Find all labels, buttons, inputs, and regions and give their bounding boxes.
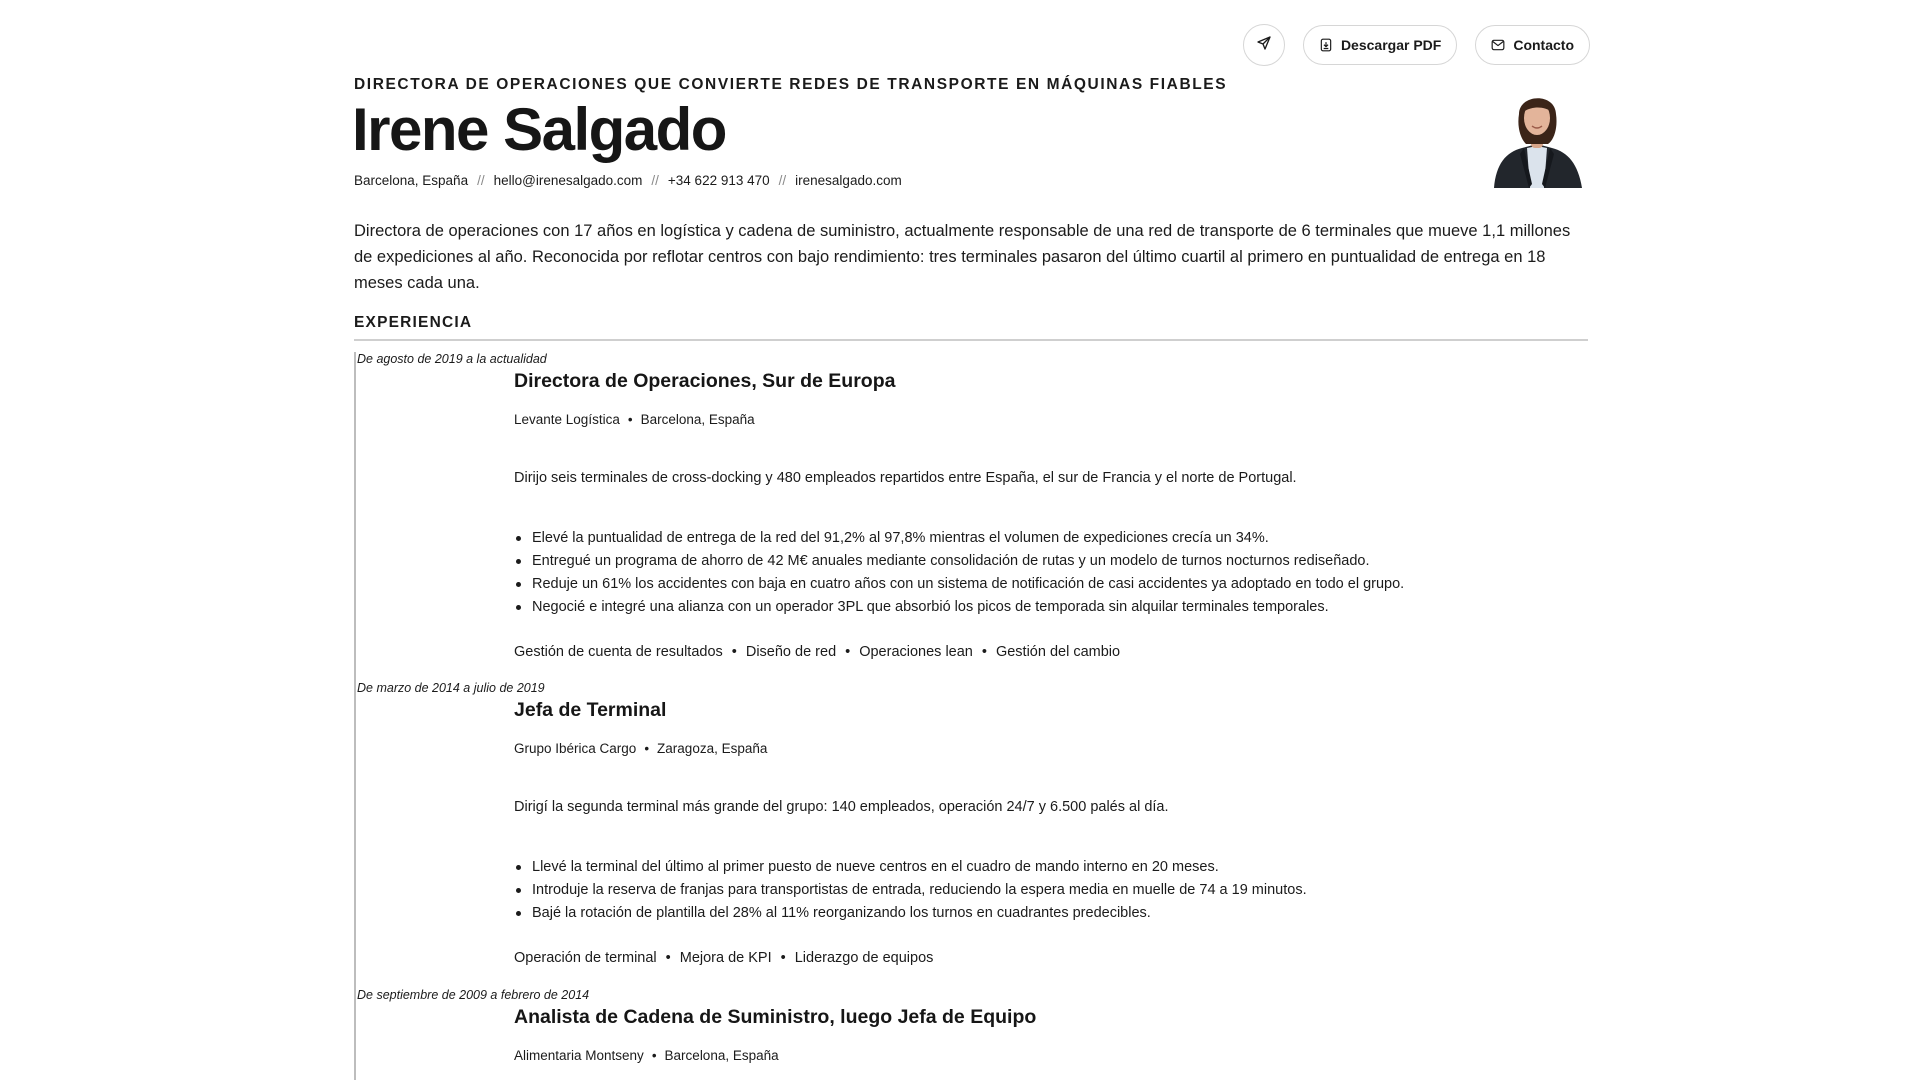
job-location: Zaragoza, España (657, 741, 768, 756)
contact-label: Contacto (1513, 37, 1574, 53)
job-dates: De septiembre de 2009 a febrero de 2014 (357, 988, 590, 1002)
job-title: Jefa de Terminal (514, 699, 667, 721)
skill-tags: Gestión de cuenta de resultados • Diseño de red • Operaciones lean • Gestión del cambio (514, 644, 1121, 660)
separator: // (651, 173, 659, 188)
share-button[interactable] (1243, 24, 1285, 66)
job-title: Directora de Operaciones, Sur de Europa (514, 370, 896, 392)
paper-plane-icon (1256, 35, 1272, 56)
achievement-item: Llevé la terminal del último al primer puesto de nueve centros en el cuadro de mando interno en 20 meses. (514, 856, 1307, 879)
job-description: Dirijo seis terminales de cross-docking y 480 empleados repartidos entre España, el sur de Francia y el norte de Portugal. (514, 470, 1297, 486)
download-pdf-label: Descargar PDF (1340, 37, 1442, 53)
document-download-icon (1319, 38, 1333, 52)
achievement-item: Introduje la reserva de franjas para transportistas de entrada, reduciendo la espera media en muelle de 74 a 19 minutos. (514, 879, 1307, 902)
download-pdf-button[interactable] (1303, 25, 1457, 65)
job-dates: De agosto de 2019 a la actualidad (357, 352, 547, 366)
skill-tag: Operaciones lean (859, 644, 973, 660)
company-name: Grupo Ibérica Cargo (514, 741, 637, 756)
profile-photo (1486, 84, 1588, 188)
achievement-item: Reduje un 61% los accidentes con baja en cuatro años con un sistema de notificación de casi accidentes ya adoptado en todo el grupo. (514, 573, 1404, 596)
job-description: Dirigí la segunda terminal más grande del grupo: 140 empleados, operación 24/7 y 6.500 palés al día. (514, 799, 1169, 815)
company-name: Levante Logística (514, 412, 620, 427)
skill-tag: Mejora de KPI (679, 950, 772, 966)
website-link[interactable]: irenesalgado.com (795, 173, 902, 188)
job-title: Analista de Cadena de Suministro, luego Jefa de Equipo (514, 1006, 1037, 1028)
achievement-item: Elevé la puntualidad de entrega de la red del 91,2% al 97,8% mientras el volumen de expediciones crecía un 34%. (514, 527, 1404, 550)
skill-tag: Liderazgo de equipos (794, 950, 934, 966)
achievement-item: Negocié e integré una alianza con un operador 3PL que absorbió los picos de temporada sin alquilar terminales temporales. (514, 596, 1404, 619)
email-link[interactable]: hello@irenesalgado.com (493, 173, 643, 188)
job-meta: Alimentaria Montseny • Barcelona, España (514, 1048, 779, 1063)
achievement-item: Entregué un programa de ahorro de 42 M€ anuales mediante consolidación de rutas y un modelo de turnos nocturnos rediseñado. (514, 550, 1404, 573)
experience-heading: EXPERIENCIA (354, 314, 473, 331)
achievement-item: Bajé la rotación de plantilla del 28% al 11% reorganizando los turnos en cuadrantes predecibles. (514, 902, 1307, 925)
achievement-list (514, 856, 1307, 925)
skill-tag: Gestión de cuenta de resultados (514, 644, 723, 660)
company-name: Alimentaria Montseny (514, 1048, 644, 1063)
contact-line (354, 173, 902, 188)
job-dates: De marzo de 2014 a julio de 2019 (357, 681, 545, 695)
toolbar (1243, 24, 1590, 66)
separator: // (778, 173, 787, 188)
separator: // (477, 173, 485, 188)
profile-summary: Directora de operaciones con 17 años en logística y cadena de suministro, actualmente responsable de una red de transporte de 6 terminales que mueve 1,1 millones de expediciones al año. Reconocida por reflotar centros con bajo rendimiento: tres terminales pasaron del último cuartil al primero en puntualidad de entrega en 18 meses cada una. (354, 222, 1571, 292)
location-text: Barcelona, España (354, 173, 469, 188)
person-name: Irene Salgado (352, 96, 726, 163)
section-divider (354, 339, 1588, 341)
job-location: Barcelona, España (640, 412, 755, 427)
skill-tags: Operación de terminal • Mejora de KPI • Liderazgo de equipos (514, 950, 934, 966)
job-meta: Levante Logística • Barcelona, España (514, 412, 755, 427)
skill-tag: Diseño de red (745, 644, 837, 660)
skill-tag: Gestión del cambio (995, 644, 1121, 660)
achievement-list (514, 527, 1404, 619)
timeline-line (354, 352, 356, 1080)
job-location: Barcelona, España (664, 1048, 779, 1063)
skill-tag: Operación de terminal (514, 950, 657, 966)
headline: DIRECTORA DE OPERACIONES QUE CONVIERTE REDES DE TRANSPORTE EN MÁQUINAS FIABLES (354, 76, 1228, 93)
envelope-icon (1491, 38, 1505, 52)
phone-link[interactable]: +34 622 913 470 (667, 173, 770, 188)
contact-button[interactable] (1475, 25, 1590, 65)
job-meta: Grupo Ibérica Cargo • Zaragoza, España (514, 741, 768, 756)
